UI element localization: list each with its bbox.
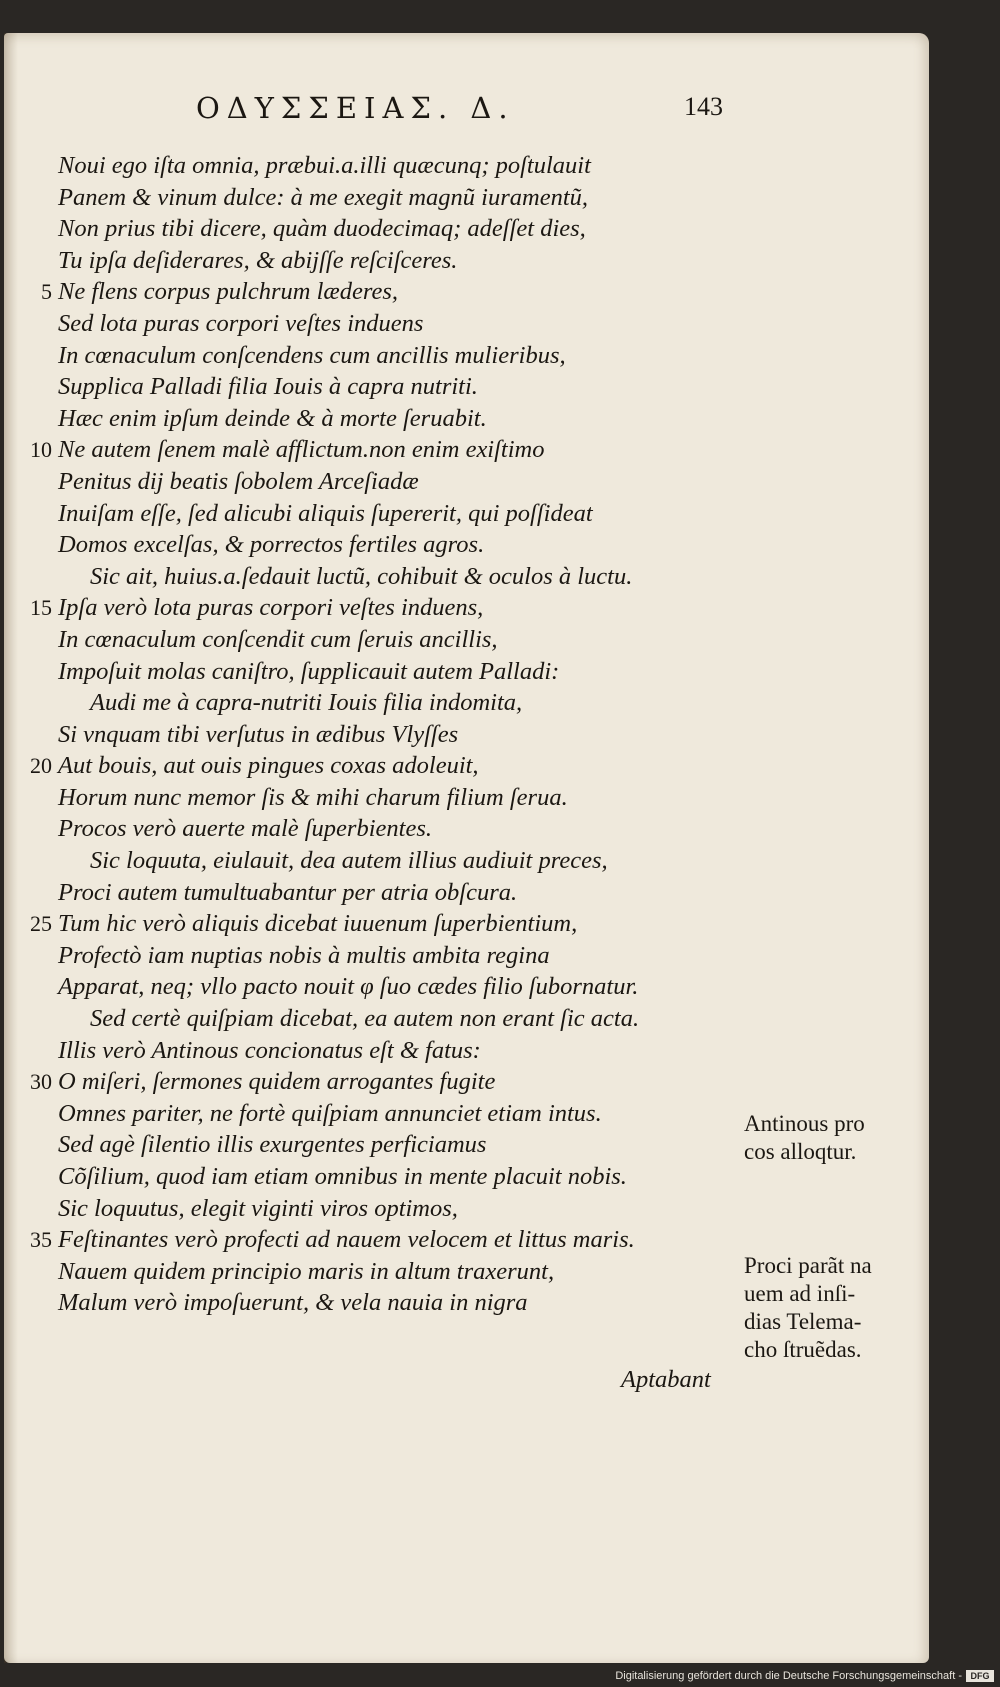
verse-text: Impoſuit molas caniſtro, ſupplicauit autem Palladi: (58, 657, 560, 685)
line-number: 10 (30, 437, 52, 463)
verse-line (22, 1256, 742, 1288)
verse-text: Omnes pariter, ne fortè quiſpiam annunciet etiam intus. (58, 1099, 602, 1127)
verse-text: Sic loquuta, eiulauit, dea autem illius audiuit preces, (90, 847, 608, 875)
verse-line (22, 1066, 742, 1098)
verse-line (22, 371, 742, 403)
verse-line (22, 529, 742, 561)
verse-text: Ne autem ſenem malè afflictum.non enim exiſtimo (58, 436, 545, 464)
verse-line (22, 750, 742, 782)
verse-text: Supplica Palladi filia Iouis à capra nutriti. (58, 373, 478, 401)
verse-line (22, 434, 742, 466)
verse-line (22, 182, 742, 214)
verse-text: Sed certè quiſpiam dicebat, ea autem non erant ſic acta. (90, 1005, 640, 1033)
verse-text: Non prius tibi dicere, quàm duodecimaq; adeſſet dies, (58, 215, 586, 243)
verse-line (22, 719, 742, 751)
verse-text: Aut bouis, aut ouis pingues coxas adoleuit, (58, 752, 479, 780)
verse-line (22, 624, 742, 656)
running-title: ΟΔΥΣΣΕΙΑΣ. Δ. (196, 91, 515, 125)
verse-text: Inuiſam eſſe, ſed alicubi aliquis ſupererit, qui poſſideat (58, 499, 593, 527)
verse-text: Sic loquutus, elegit viginti viros optimos, (58, 1194, 458, 1222)
verse-text: Nauem quidem principio maris in altum traxerunt, (58, 1257, 555, 1285)
verse-line (22, 940, 742, 972)
verse-text: Apparat, neq; vllo pacto nouit φ ſuo cædes filio ſubornatur. (58, 973, 639, 1001)
verse-text: Profectò iam nuptias nobis à multis ambita regina (58, 941, 550, 969)
verse-text: Ipſa verò lota puras corpori veſtes induens, (58, 594, 484, 622)
verse-line (22, 1224, 742, 1256)
verse-text-block (22, 150, 742, 1319)
marginal-note-line: dias Telema- (744, 1309, 862, 1334)
verse-text: O miſeri, ſermones quidem arrogantes fugite (58, 1068, 496, 1096)
marginal-note-line: cho ſtruẽdas. (744, 1337, 862, 1362)
verse-line (22, 908, 742, 940)
verse-line (22, 245, 742, 277)
verse-text: Tu ipſa deſiderares, & abijſſe reſciſceres. (58, 246, 458, 274)
verse-line (22, 592, 742, 624)
verse-line (22, 1003, 742, 1035)
marginal-note (744, 1252, 924, 1364)
verse-line (22, 845, 742, 877)
verse-text: Si vnquam tibi verſutus in ædibus Vlyſſes (58, 720, 459, 748)
funding-footer (615, 1667, 994, 1685)
verse-text: Domos excelſas, & porrectos fertiles agros. (58, 531, 485, 559)
verse-line (22, 308, 742, 340)
verse-text: Penitus dij beatis ſobolem Arceſiadæ (58, 467, 419, 495)
verse-line (22, 561, 742, 593)
verse-text: Audi me à capra-nutriti Iouis filia indomita, (90, 689, 523, 717)
verse-text: Sic ait, huius.a.ſedauit luctũ, cohibuit & oculos à luctu. (90, 562, 633, 590)
line-number: 30 (30, 1069, 52, 1095)
verse-line (22, 1161, 742, 1193)
line-number: 35 (30, 1227, 52, 1253)
verse-text: Illis verò Antinous concionatus eſt & fatus: (58, 1036, 481, 1064)
verse-text: Panem & vinum dulce: à me exegit magnũ iuramentũ, (58, 183, 589, 211)
marginal-note-line: uem ad inſi- (744, 1281, 856, 1306)
line-number: 25 (30, 911, 52, 937)
running-header (4, 91, 929, 131)
dfg-logo-icon: DFG (966, 1670, 994, 1682)
catchword: Aptabant (621, 1366, 711, 1393)
verse-text: Sed agè ſilentio illis exurgentes perficiamus (58, 1131, 487, 1159)
verse-line (22, 276, 742, 308)
verse-line (22, 1287, 742, 1319)
verse-text: Tum hic verò aliquis dicebat iuuenum ſuperbientium, (58, 910, 578, 938)
verse-text: Hæc enim ipſum deinde & à morte ſeruabit. (58, 404, 487, 432)
verse-text: Malum verò impoſuerunt, & vela nauia in nigra (58, 1289, 528, 1317)
verse-text: Feſtinantes verò profecti ad nauem velocem et littus maris. (58, 1226, 635, 1254)
verse-text: Procos verò auerte malè ſuperbientes. (58, 815, 432, 843)
verse-line (22, 498, 742, 530)
verse-line (22, 466, 742, 498)
verse-line (22, 403, 742, 435)
verse-line (22, 687, 742, 719)
verse-text: Cõſilium, quod iam etiam omnibus in mente placuit nobis. (58, 1163, 627, 1190)
verse-line (22, 150, 742, 182)
verse-line (22, 1035, 742, 1067)
verse-line (22, 877, 742, 909)
line-number: 20 (30, 753, 52, 779)
line-number: 15 (30, 595, 52, 621)
verse-line (22, 782, 742, 814)
verse-line (22, 1193, 742, 1225)
verse-text: Noui ego iſta omnia, præbui.a.illi quæcunq; poſtulauit (58, 152, 591, 179)
marginal-note-line: Proci parãt na (744, 1253, 872, 1278)
verse-line (22, 213, 742, 245)
verse-line (22, 656, 742, 688)
page-number: 143 (684, 92, 723, 121)
marginal-note-line: cos alloqtur. (744, 1139, 857, 1164)
book-page (4, 33, 929, 1663)
verse-line (22, 1129, 742, 1161)
verse-text: Ne flens corpus pulchrum læderes, (58, 278, 399, 306)
verse-text: Proci autem tumultuabantur per atria obſcura. (58, 878, 518, 906)
verse-text: Sed lota puras corpori veſtes induens (58, 309, 424, 337)
verse-line (22, 971, 742, 1003)
verse-line (22, 813, 742, 845)
marginal-note (744, 1110, 924, 1166)
marginal-note-line: Antinous pro (744, 1111, 865, 1136)
verse-text: Horum nunc memor ſis & mihi charum filium ſerua. (58, 783, 568, 811)
verse-text: In cœnaculum conſcendens cum ancillis mulieribus, (58, 341, 566, 369)
verse-line (22, 1098, 742, 1130)
verse-text: In cœnaculum conſcendit cum ſeruis ancillis, (58, 625, 498, 653)
funding-credit: Digitalisierung gefördert durch die Deutsche Forschungsgemeinschaft - (615, 1670, 962, 1682)
verse-line (22, 340, 742, 372)
line-number: 5 (41, 279, 52, 305)
